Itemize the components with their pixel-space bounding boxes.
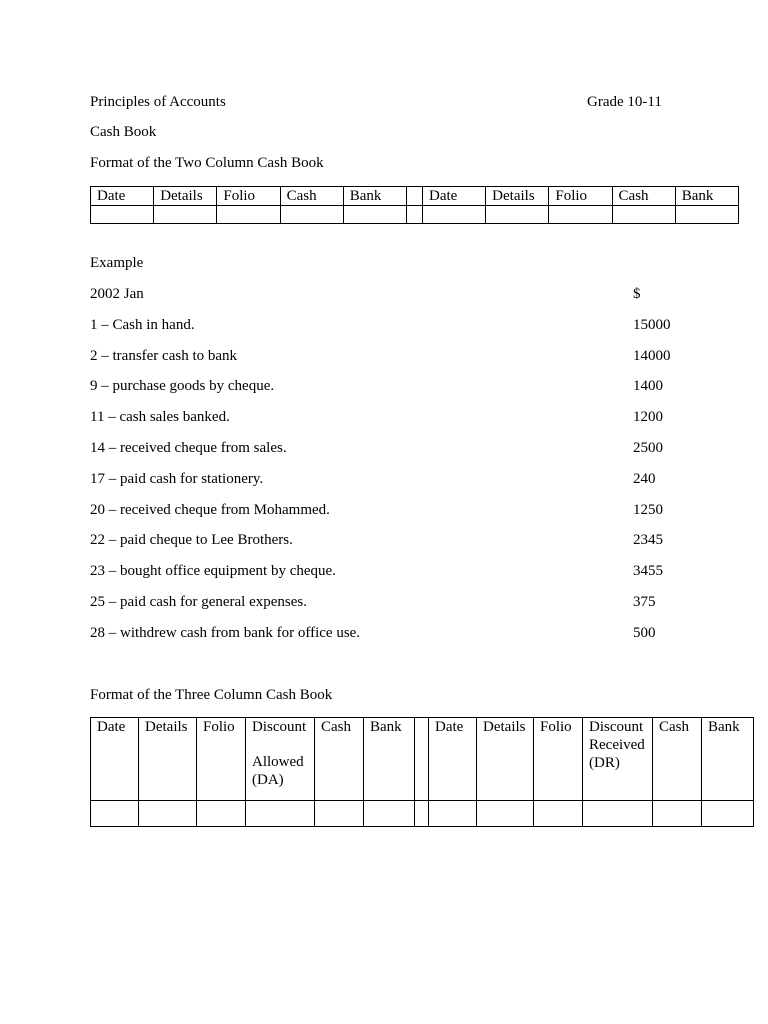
- header-cash-right: Cash: [653, 718, 702, 801]
- entry-amount: 240: [633, 471, 656, 487]
- table-cell: [406, 206, 422, 224]
- header-date-right: Date: [429, 718, 477, 801]
- discount-allowed-line-1: Discount: [252, 719, 307, 735]
- table-cell: [91, 206, 154, 224]
- header-divider: [406, 187, 422, 206]
- entry-text: 14 – received cheque from sales.: [90, 440, 287, 456]
- header-divider: [415, 718, 429, 801]
- table-cell: [477, 801, 534, 827]
- table-cell: [246, 801, 315, 827]
- currency-symbol: $: [633, 286, 641, 302]
- entry-text: 22 – paid cheque to Lee Brothers.: [90, 532, 293, 548]
- table-cell: [583, 801, 653, 827]
- discount-received-line-3: (DR): [589, 755, 620, 771]
- three-column-format-title: Format of the Three Column Cash Book: [90, 687, 333, 703]
- entry-text: 2 – transfer cash to bank: [90, 348, 238, 364]
- table-cell: [139, 801, 197, 827]
- table-cell: [364, 801, 415, 827]
- header-cash-left: Cash: [280, 187, 343, 206]
- table-empty-row: [91, 206, 739, 224]
- entry-text: 1 – Cash in hand.: [90, 317, 195, 333]
- three-column-cash-book-table: [90, 717, 754, 827]
- header-date-left: Date: [91, 718, 139, 801]
- grade-label: Grade 10-11: [587, 94, 662, 110]
- header-bank-left: Bank: [343, 187, 406, 206]
- table-cell: [422, 206, 485, 224]
- entry-amount: 2500: [633, 440, 663, 456]
- entry-amount: 1400: [633, 378, 663, 394]
- subject-title: Principles of Accounts: [90, 94, 226, 110]
- table-cell: [154, 206, 217, 224]
- table-cell: [702, 801, 754, 827]
- header-bank-left: Bank: [364, 718, 415, 801]
- entry-amount: 2345: [633, 532, 663, 548]
- table-cell: [415, 801, 429, 827]
- header-details-right: Details: [477, 718, 534, 801]
- entry-text: 17 – paid cash for stationery.: [90, 471, 264, 487]
- entry-text: 23 – bought office equipment by cheque.: [90, 563, 336, 579]
- two-column-format-title: Format of the Two Column Cash Book: [90, 155, 324, 171]
- entry-amount: 3455: [633, 563, 663, 579]
- table-cell: [653, 801, 702, 827]
- table-cell: [612, 206, 675, 224]
- entry-text: 25 – paid cash for general expenses.: [90, 594, 308, 610]
- header-folio-right: Folio: [534, 718, 583, 801]
- two-column-cash-book-table: [90, 186, 739, 224]
- header-details-left: Details: [154, 187, 217, 206]
- header-details-left: Details: [139, 718, 197, 801]
- header-folio-left: Folio: [217, 187, 280, 206]
- entry-amount: 500: [633, 625, 656, 641]
- example-period: 2002 Jan: [90, 286, 144, 302]
- table-cell: [197, 801, 246, 827]
- entry-text: 28 – withdrew cash from bank for office use.: [90, 625, 361, 641]
- entry-amount: 14000: [633, 348, 671, 364]
- table-cell: [675, 206, 738, 224]
- header-folio-right: Folio: [549, 187, 612, 206]
- table-cell: [217, 206, 280, 224]
- header-discount-received: [583, 718, 653, 801]
- table-cell: [429, 801, 477, 827]
- header-date-left: Date: [91, 187, 154, 206]
- header-folio-left: Folio: [197, 718, 246, 801]
- table-cell: [534, 801, 583, 827]
- table-cell: [315, 801, 364, 827]
- entry-text: 20 – received cheque from Mohammed.: [90, 502, 330, 518]
- table-cell: [91, 801, 139, 827]
- entry-text: 9 – purchase goods by cheque.: [90, 378, 275, 394]
- entry-amount: 1250: [633, 502, 663, 518]
- discount-allowed-line-3: (DA): [252, 772, 284, 788]
- header-bank-right: Bank: [675, 187, 738, 206]
- entry-amount: 1200: [633, 409, 663, 425]
- header-cash-left: Cash: [315, 718, 364, 801]
- entry-amount: 15000: [633, 317, 671, 333]
- discount-received-line-1: Discount: [589, 719, 644, 735]
- example-heading: Example: [90, 255, 144, 271]
- table-cell: [343, 206, 406, 224]
- discount-received-line-2: Received: [589, 737, 645, 753]
- entry-text: 11 – cash sales banked.: [90, 409, 230, 425]
- table-cell: [280, 206, 343, 224]
- table-cell: [486, 206, 549, 224]
- header-cash-right: Cash: [612, 187, 675, 206]
- header-bank-right: Bank: [702, 718, 754, 801]
- table-cell: [549, 206, 612, 224]
- entry-amount: 375: [633, 594, 656, 610]
- table-empty-row: [91, 801, 754, 827]
- table-header-row: [91, 187, 739, 206]
- discount-allowed-line-2: Allowed: [252, 754, 304, 770]
- topic-title: Cash Book: [90, 124, 157, 140]
- table-header-row: [91, 718, 754, 801]
- header-details-right: Details: [486, 187, 549, 206]
- header-date-right: Date: [422, 187, 485, 206]
- header-discount-allowed: [246, 718, 315, 801]
